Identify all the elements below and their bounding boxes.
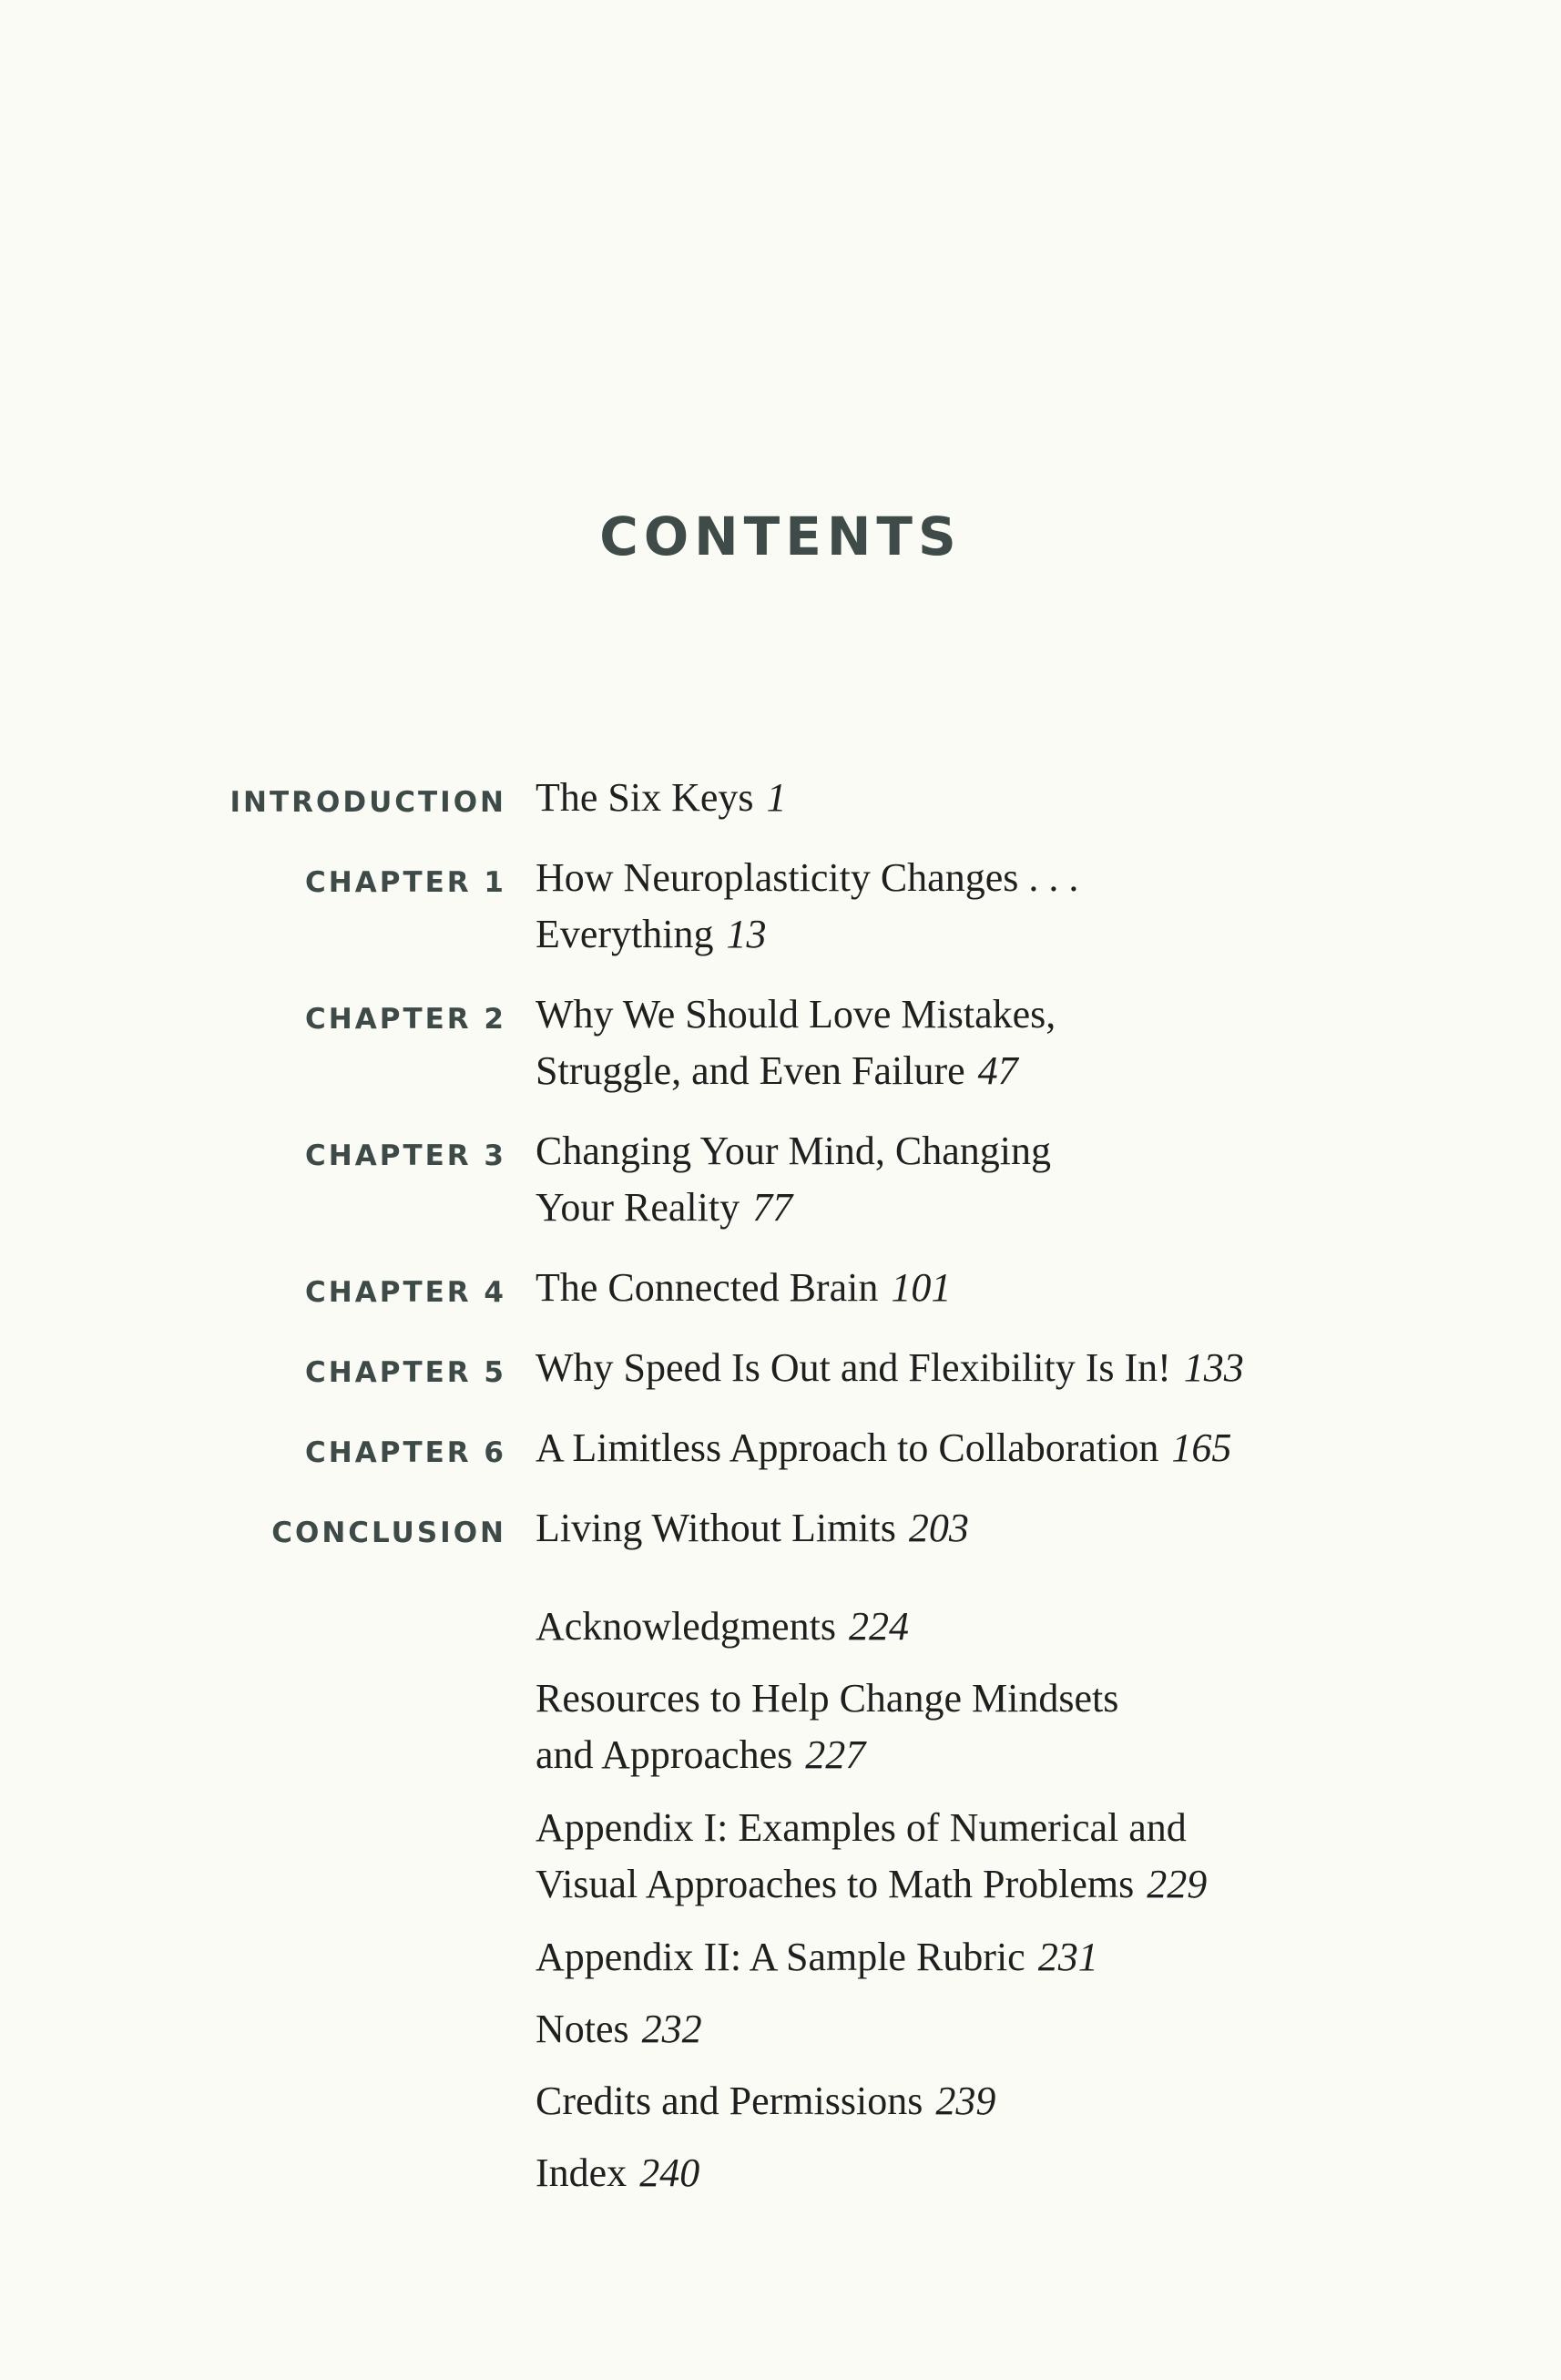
toc-entry-appendix-1[interactable] (0, 1800, 1561, 1929)
toc-entry-notes[interactable] (0, 2001, 1561, 2073)
chapter-label: CONCLUSION (271, 1517, 506, 1549)
chapter-label: CHAPTER 2 (305, 1003, 506, 1036)
entry-title: A Limitless Approach to Collaboration (536, 1425, 1159, 1470)
entry-title: Changing Your Mind, Changing (536, 1129, 1051, 1173)
toc-entry-introduction[interactable] (0, 770, 1561, 850)
entry-title: Resources to Help Change Mindsets (536, 1676, 1119, 1721)
page-number: 239 (935, 2079, 996, 2123)
page-number: 77 (752, 1185, 793, 1230)
page-number: 133 (1183, 1345, 1244, 1390)
page-number: 232 (641, 2007, 702, 2051)
entry-title: Why Speed Is Out and Flexibility Is In! (536, 1345, 1171, 1390)
entry-title: Why We Should Love Mistakes, (536, 992, 1056, 1037)
page-number: 240 (639, 2150, 700, 2195)
page-number: 47 (977, 1048, 1018, 1093)
toc-entry-chapter-6[interactable] (0, 1420, 1561, 1500)
chapter-label: CHAPTER 1 (305, 866, 506, 899)
toc-entry-chapter-4[interactable] (0, 1260, 1561, 1340)
entry-title: Appendix II: A Sample Rubric (536, 1935, 1025, 1979)
toc-entry-chapter-5[interactable] (0, 1340, 1561, 1420)
entry-title: The Connected Brain (536, 1265, 879, 1310)
page-number: 1 (766, 775, 787, 820)
chapter-label: CHAPTER 3 (305, 1139, 506, 1172)
entry-title-line-2: and Approaches (536, 1732, 793, 1777)
entry-title-line-2: Everything (536, 912, 714, 956)
chapter-label: INTRODUCTION (230, 786, 506, 819)
toc-entry-appendix-2[interactable] (0, 1929, 1561, 2001)
entry-title: The Six Keys (536, 775, 754, 820)
entry-title: How Neuroplasticity Changes . . . (536, 855, 1079, 900)
entry-title: Appendix I: Examples of Numerical and (536, 1805, 1187, 1850)
entry-title: Credits and Permissions (536, 2079, 923, 2123)
page-number: 203 (908, 1506, 969, 1550)
toc-entry-conclusion[interactable] (0, 1500, 1561, 1580)
chapter-label: CHAPTER 6 (305, 1436, 506, 1469)
page-number: 224 (848, 1604, 909, 1649)
back-matter-list (0, 1599, 1561, 2217)
toc-entry-acknowledgments[interactable] (0, 1599, 1561, 1670)
toc-entry-resources[interactable] (0, 1670, 1561, 1800)
page-number: 165 (1171, 1425, 1232, 1470)
toc-entry-chapter-3[interactable] (0, 1123, 1561, 1260)
toc-entry-chapter-1[interactable] (0, 850, 1561, 986)
entry-title: Acknowledgments (536, 1604, 836, 1649)
page-number: 231 (1037, 1935, 1098, 1979)
entry-title-line-2: Struggle, and Even Failure (536, 1048, 965, 1093)
page-number: 13 (726, 912, 767, 956)
chapter-label: CHAPTER 5 (305, 1356, 506, 1389)
toc-entry-index[interactable] (0, 2145, 1561, 2217)
entry-title: Living Without Limits (536, 1506, 896, 1550)
entry-title-line-2: Your Reality (536, 1185, 740, 1230)
entry-title: Notes (536, 2007, 629, 2051)
page-title: CONTENTS (599, 506, 962, 567)
chapter-list (0, 770, 1561, 1580)
toc-entry-credits[interactable] (0, 2073, 1561, 2145)
page-number: 227 (805, 1732, 866, 1777)
toc-entry-chapter-2[interactable] (0, 986, 1561, 1123)
page-number: 101 (891, 1265, 952, 1310)
entry-title: Index (536, 2150, 627, 2195)
entry-title-line-2: Visual Approaches to Math Problems (536, 1862, 1135, 1906)
page-number: 229 (1147, 1862, 1208, 1906)
chapter-label: CHAPTER 4 (305, 1276, 506, 1309)
